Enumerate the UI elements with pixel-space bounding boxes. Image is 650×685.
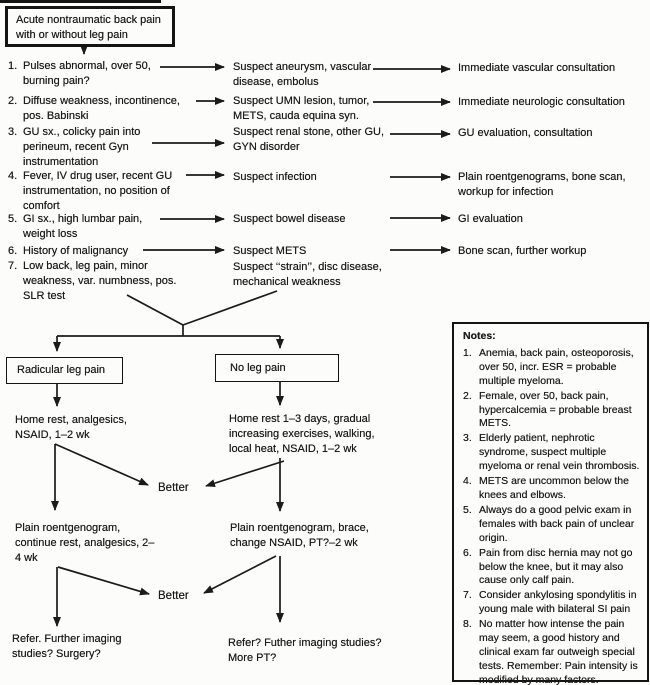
finding-item-3 <box>8 125 160 170</box>
note-item-2 <box>463 390 640 432</box>
action-item-2: Immediate neurologic consultation <box>458 96 625 108</box>
suspect-item-7: Suspect ‘‘strain’’, disc disease, mechanical weakness <box>233 261 382 288</box>
notes-box <box>452 322 649 685</box>
arrow-right-to-better2 <box>204 556 276 593</box>
suspect-item-5: Suspect bowel disease <box>233 213 346 225</box>
finding-text: Low back, leg pain, minor weakness, var. numbness, pos. SLR test <box>23 260 177 302</box>
arrow-left-to-better2 <box>58 567 149 594</box>
action-item-1: Immediate vascular consultation <box>458 62 616 74</box>
note-number: 5. <box>463 503 472 516</box>
radicular-leg-pain-box <box>6 357 123 384</box>
note-item-7 <box>463 589 640 617</box>
action-item-5: GI evaluation <box>458 213 523 225</box>
finding-number: 2. <box>8 95 18 107</box>
note-item-6 <box>463 547 640 589</box>
finding-text: GI sx., high lumbar pain, weight loss <box>23 213 143 240</box>
note-text: Anemia, back pain, osteoporosis, over 50, incr. ESR = probable multiple myeloma. <box>479 346 634 387</box>
better-label-1: Better <box>158 482 189 494</box>
note-number: 2. <box>463 389 472 402</box>
finding-text: Pulses abnormal, over 50, burning pain? <box>23 60 151 87</box>
right-step-1: Home rest 1–3 days, gradual increasing exercises, walking, local heat, NSAID, 1–2 wk <box>229 413 375 455</box>
finding-number: 5. <box>8 213 18 225</box>
note-text: No matter how intense the pain may seem, a good history and clinical exam far outweigh special tests. Remember: Pain intensity is modified by many factors. <box>479 618 638 685</box>
note-number: 8. <box>463 618 472 631</box>
root-condition-label: Acute nontraumatic back pain with or without leg pain <box>16 14 161 41</box>
finding-number: 1. <box>8 60 18 72</box>
note-item-8 <box>463 618 640 685</box>
no-leg-pain-box <box>215 354 339 382</box>
finding-number: 7. <box>8 260 18 272</box>
no-leg-pain-label: No leg pain <box>230 361 286 374</box>
suspect-item-4: Suspect infection <box>233 171 317 183</box>
note-number: 7. <box>463 589 472 602</box>
note-item-5 <box>463 504 640 546</box>
note-item-4 <box>463 475 640 503</box>
arrow-right-to-better1 <box>206 461 284 486</box>
note-text: Elderly patient, nephrotic syndrome, suspect multiple myeloma or renal vein thrombosis. <box>479 432 640 473</box>
right-step-2: Plain roentgenogram, brace, change NSAID, PT?–2 wk <box>230 522 369 549</box>
note-number: 3. <box>463 432 472 445</box>
left-step-1: Home rest, analgesics, NSAID, 1–2 wk <box>15 414 127 441</box>
note-number: 6. <box>463 546 472 559</box>
finding-text: Diffuse weakness, incontinence, pos. Babinski <box>23 95 180 122</box>
finding-number: 4. <box>8 170 18 182</box>
left-step-2: Plain roentgenogram, continue rest, analgesics, 2–4 wk <box>15 522 155 564</box>
finding-item-7 <box>8 259 190 304</box>
finding-text: GU sx., colicky pain into perineum, recent Gyn instrumentation <box>23 126 141 168</box>
better-label-2: Better <box>158 590 189 602</box>
finding-item-6 <box>8 244 203 259</box>
line-junction-right <box>183 291 277 325</box>
finding-text: History of malignancy <box>23 245 129 257</box>
arrow-left-to-better1 <box>55 444 148 485</box>
finding-item-5 <box>8 212 160 242</box>
root-condition-box <box>5 6 175 47</box>
notes-title: Notes: <box>463 330 496 342</box>
finding-number: 3. <box>8 126 18 138</box>
note-text: Always do a good pelvic exam in females with back pain of unclear origin. <box>479 503 635 544</box>
note-number: 1. <box>463 346 472 359</box>
note-text: Pain from disc hernia may not go below the knee, but it may also cause only calf pain. <box>479 546 633 587</box>
note-number: 4. <box>463 475 472 488</box>
right-step-3: Refer? Futher imaging studies? More PT? <box>228 637 382 664</box>
action-item-4: Plain roentgenograms, bone scan, workup for infection <box>458 171 626 198</box>
suspect-item-2: Suspect UMN lesion, tumor, METS, cauda equina syn. <box>233 95 370 122</box>
note-text: METS are uncommon below the knees and elbows. <box>479 475 629 501</box>
finding-number: 6. <box>8 245 18 257</box>
scan-artifact <box>0 0 161 3</box>
action-item-6: Bone scan, further workup <box>458 245 587 257</box>
action-item-3: GU evaluation, consultation <box>458 127 593 139</box>
finding-item-4 <box>8 169 176 214</box>
finding-item-2 <box>8 94 193 124</box>
note-item-1 <box>463 347 640 389</box>
note-text: Female, over 50, back pain, hypercalcemia = probable breast METS. <box>479 389 632 430</box>
left-step-3: Refer. Further imaging studies? Surgery? <box>12 633 122 660</box>
suspect-item-3: Suspect renal stone, other GU, GYN disorder <box>233 126 385 153</box>
note-text: Consider ankylosing spondylitis in young male with bilateral SI pain <box>479 589 637 616</box>
suspect-item-1: Suspect aneurysm, vascular disease, embolus <box>233 61 372 88</box>
note-item-3 <box>463 432 640 474</box>
finding-item-1 <box>8 59 158 89</box>
radicular-leg-pain-label: Radicular leg pain <box>17 364 106 376</box>
finding-text: Fever, IV drug user, recent GU instrumentation, no position of comfort <box>23 170 173 212</box>
suspect-item-6: Suspect METS <box>233 245 307 257</box>
